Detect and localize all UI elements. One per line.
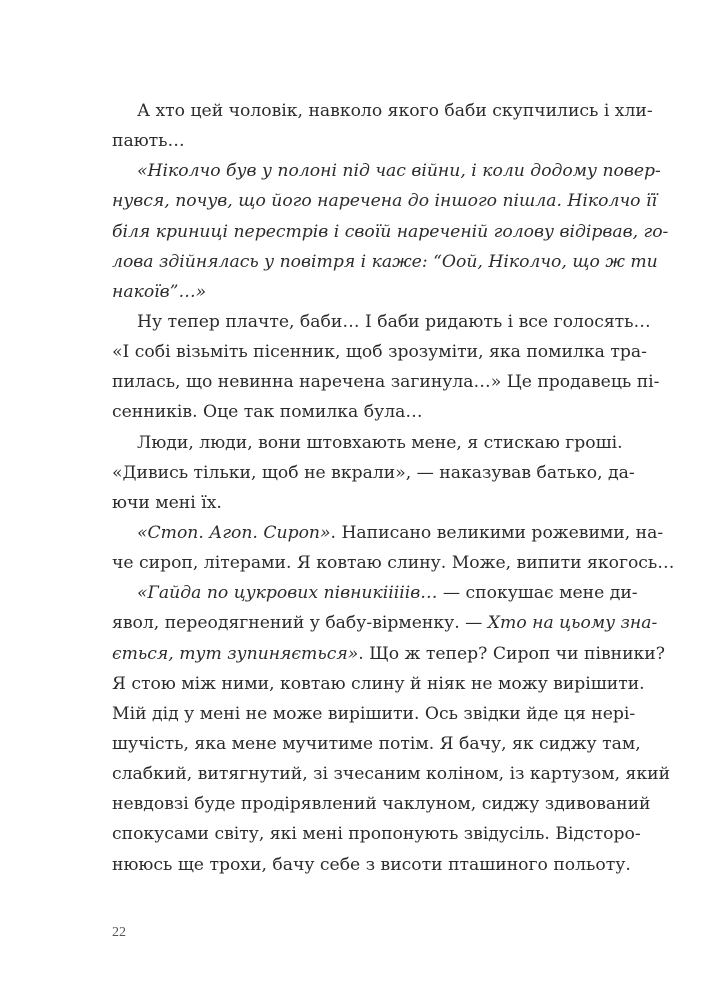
italic-text: ється, тут зупиняється»	[112, 643, 359, 664]
paragraph	[112, 428, 635, 518]
text: — спокушає мене ди-	[437, 583, 638, 604]
italic-text: нувся, почув, що його наречена до іншого пішла. Ніколчо її	[112, 191, 657, 212]
text: спокусами світу, які мені пропонують звідусіль. Відсторо-	[112, 824, 641, 845]
text-line	[112, 669, 645, 699]
italic-text: лова здійнялась у повітря і каже: “Оой, Ніколчо, що ж ти	[112, 251, 658, 272]
text: сенників. Оце так помилка була…	[112, 402, 423, 423]
text: че сироп, літерами. Я ковтаю слину. Може, випити якогось…	[112, 553, 675, 574]
text: ючи мені їх.	[112, 492, 222, 513]
text: невдовзі буде продірявлений чаклуном, сиджу здивований	[112, 794, 651, 815]
text: . Що ж тепер? Сироп чи півники?	[358, 643, 665, 664]
text-line	[112, 548, 675, 578]
italic-text: «Стоп. Агоп. Сироп»	[137, 522, 331, 543]
text: «Дивись тільки, щоб не вкрали», — наказував батько, да-	[112, 462, 635, 483]
text: явол, переодягнений у бабу-вірменку. —	[112, 613, 488, 634]
text: Мій дід у мені не може вирішити. Ось звідки йде ця нері-	[112, 703, 636, 724]
text-line	[112, 156, 661, 186]
text: А хто цей чоловік, навколо якого баби скупчились і хли-	[137, 101, 653, 121]
text-line	[112, 819, 641, 849]
text: Я стою між ними, ковтаю слину й ніяк не можу вирішити.	[112, 673, 645, 694]
italic-text: накоїв”…»	[112, 281, 207, 302]
text-line	[112, 367, 660, 397]
text: . Написано великими рожевими, на-	[330, 522, 664, 543]
text-line	[112, 96, 653, 126]
text-line	[112, 759, 671, 789]
page-number: 22	[112, 925, 126, 940]
text-line	[112, 186, 657, 216]
text-line	[112, 247, 658, 277]
text: Ну тепер плачте, баби… І баби ридають і все голосять…	[137, 311, 651, 332]
paragraph	[112, 307, 660, 428]
text: пають…	[112, 131, 185, 152]
text: слабкий, витягнутий, зі зчесаним коліном, із картузом, який	[112, 764, 671, 785]
text: «І собі візьміть пісенник, щоб зрозуміти, яка помилка тра-	[112, 342, 647, 363]
text-line	[112, 699, 636, 729]
paragraph	[112, 518, 675, 578]
italic-text: «Гайда по цукрових півникііііів…	[137, 583, 438, 604]
text: шучість, яка мене мучитиме потім. Я бачу, як сиджу там,	[112, 733, 641, 754]
text-line	[112, 608, 658, 638]
text-line	[112, 397, 611, 427]
text-line	[112, 789, 651, 819]
text: Люди, люди, вони штовхають мене, я стискаю гроші.	[137, 432, 623, 453]
text-line	[112, 729, 641, 759]
text-line	[112, 217, 669, 247]
paragraph	[112, 156, 669, 307]
text: нююсь ще трохи, бачу себе з висоти пташиного польоту.	[112, 854, 631, 875]
italic-text: біля криниці перестрів і своїй нареченій голову відірвав, го-	[112, 221, 669, 242]
italic-text: «Ніколчо був у полоні під час війни, і коли додому повер-	[137, 161, 661, 182]
text-line	[112, 639, 665, 669]
text-line	[112, 518, 664, 548]
paragraph	[112, 96, 653, 156]
text-line	[112, 428, 623, 458]
text-line	[112, 277, 611, 307]
paragraph	[112, 578, 671, 879]
italic-text: Хто на цьому зна-	[487, 613, 658, 634]
text-line	[112, 578, 638, 608]
text-line	[112, 307, 651, 337]
text-line	[112, 488, 611, 518]
text-line	[112, 126, 611, 156]
page-body	[112, 96, 675, 880]
text-line	[112, 337, 647, 367]
text-line	[112, 458, 635, 488]
text: пилась, що невинна наречена загинула…» Це продавець пі-	[112, 372, 660, 393]
text-line	[112, 850, 631, 880]
